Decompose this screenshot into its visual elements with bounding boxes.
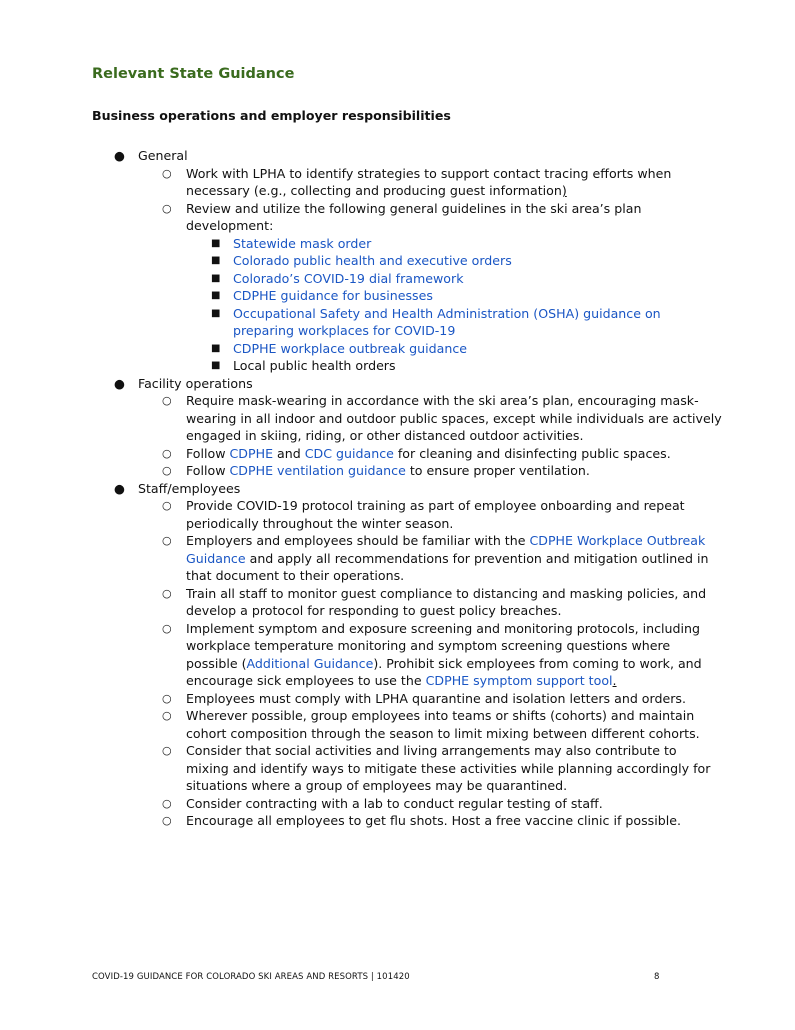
square-bullet-icon: ■ [211, 237, 221, 249]
link-cdphe[interactable]: CDPHE [229, 445, 274, 461]
circle-bullet-icon: ○ [162, 464, 172, 477]
link-osha-guidance[interactable]: Occupational Safety and Health Administration (OSHA) guidance on preparing workplaces for COVID-19 [233, 305, 661, 338]
circle-bullet-icon: ○ [162, 446, 172, 460]
circle-bullet-icon: ○ [162, 691, 172, 705]
circle-bullet-icon: ○ [162, 394, 172, 407]
list-item-staff: ● Staff/employees [114, 480, 241, 496]
list-item: ○ Consider that social activities and living arrangements may also contribute to mixing and identify ways to mitigate these activities while planning accordingly for situations where a group of employees may be quarantined. [162, 743, 711, 793]
square-bullet-icon: ■ [211, 290, 221, 301]
list-item: ○ Consider contracting with a lab to conduct regular testing of staff. [162, 795, 603, 811]
guidance-list [92, 147, 722, 830]
list-item: ○ Train all staff to monitor guest compliance to distancing and masking policies, and develop a protocol for responding to guest policy breaches. [162, 585, 707, 618]
circle-bullet-icon: ○ [162, 709, 172, 722]
link-ventilation-guidance[interactable]: CDPHE ventilation guidance [229, 463, 406, 478]
list-item: ○ Require mask-wearing in accordance with the ski area’s plan, encouraging mask-wearing in all indoor and outdoor public spaces, except while individuals are actively engaged in skiing, riding, or other distanced outdoor activities. [162, 393, 722, 443]
circle-bullet-icon: ○ [162, 796, 172, 810]
link-cdphe-business-guidance[interactable]: CDPHE guidance for businesses [233, 288, 433, 303]
bullet-icon: ● [114, 375, 125, 391]
square-bullet-icon: ■ [211, 272, 221, 284]
list-item: ○ Encourage all employees to get flu shots. Host a free vaccine clinic if possible. [162, 813, 681, 828]
link-dial-framework[interactable]: Colorado’s COVID-19 dial framework [233, 270, 464, 286]
link-item [92, 270, 722, 288]
link-statewide-mask-order[interactable]: Statewide mask order [233, 235, 372, 251]
section-heading: Relevant State Guidance [92, 66, 295, 82]
list-item: ○ Wherever possible, group employees into teams or shifts (cohorts) and maintain cohort composition through the season to limit mixing between different cohorts. [162, 708, 700, 741]
square-bullet-icon: ■ [211, 255, 221, 266]
page-footer: COVID-19 GUIDANCE FOR COLORADO SKI AREAS AND RESORTS | 101420 [92, 972, 410, 982]
bullet-icon: ● [114, 148, 125, 163]
link-workplace-outbreak-guidance[interactable]: CDPHE Workplace Outbreak Guidance [186, 533, 706, 566]
list-item: ○ Provide COVID-19 protocol training as part of employee onboarding and repeat periodically throughout the winter season. [162, 498, 685, 531]
square-bullet-icon: ■ [211, 342, 221, 354]
square-bullet-icon: ■ [211, 307, 221, 319]
list-item: ○ Work with LPHA to identify strategies to support contact tracing efforts when necessary (e.g., collecting and producing guest information) [162, 165, 672, 198]
link-public-health-orders[interactable]: Colorado public health and executive orders [233, 253, 512, 268]
link-additional-guidance[interactable]: Additional Guidance [246, 655, 374, 671]
list-item: ○ Follow CDPHE and CDC guidance for cleaning and disinfecting public spaces. [162, 445, 671, 461]
circle-bullet-icon: ○ [162, 744, 172, 757]
link-item [92, 305, 722, 340]
circle-bullet-icon: ○ [162, 814, 172, 827]
list-item-general: ● General [114, 148, 188, 163]
list-item: ○ Review and utilize the following general guidelines in the ski area’s plan development: [162, 200, 642, 233]
circle-bullet-icon: ○ [162, 166, 172, 180]
link-item [92, 287, 722, 305]
list-item: ■ Local public health orders [211, 358, 396, 373]
link-symptom-support-tool[interactable]: CDPHE symptom support tool [425, 673, 613, 688]
bullet-icon: ● [114, 480, 125, 496]
link-outbreak-guidance[interactable]: CDPHE workplace outbreak guidance [233, 340, 467, 356]
page-number: 8 [654, 972, 660, 982]
list-item: ○ Implement symptom and exposure screening and monitoring protocols, including workplace temperature monitoring and symptom screening questions where possible (Additional Guidance). Prohibit sick employees from coming to work, and encourage sick employees to use the CDPHE symptom support tool. [162, 620, 702, 688]
circle-bullet-icon: ○ [162, 534, 172, 547]
link-item [92, 340, 722, 358]
circle-bullet-icon: ○ [162, 499, 172, 512]
list-item: ○ Follow CDPHE ventilation guidance to ensure proper ventilation. [162, 463, 590, 478]
link-cdc-guidance[interactable]: CDC guidance [304, 445, 394, 461]
list-item: ○ Employers and employees should be familiar with the CDPHE Workplace Outbreak Guidance and apply all recommendations for prevention and mitigation outlined in that document to their operations. [162, 533, 709, 583]
link-item [92, 235, 722, 253]
circle-bullet-icon: ○ [162, 621, 172, 635]
circle-bullet-icon: ○ [162, 586, 172, 600]
circle-bullet-icon: ○ [162, 201, 172, 215]
list-item-facility: ● Facility operations [114, 375, 253, 391]
square-bullet-icon: ■ [211, 360, 221, 371]
list-item: ○ Employees must comply with LPHA quarantine and isolation letters and orders. [162, 690, 686, 706]
link-item [92, 252, 722, 270]
subsection-heading: Business operations and employer responsibilities [92, 108, 451, 123]
